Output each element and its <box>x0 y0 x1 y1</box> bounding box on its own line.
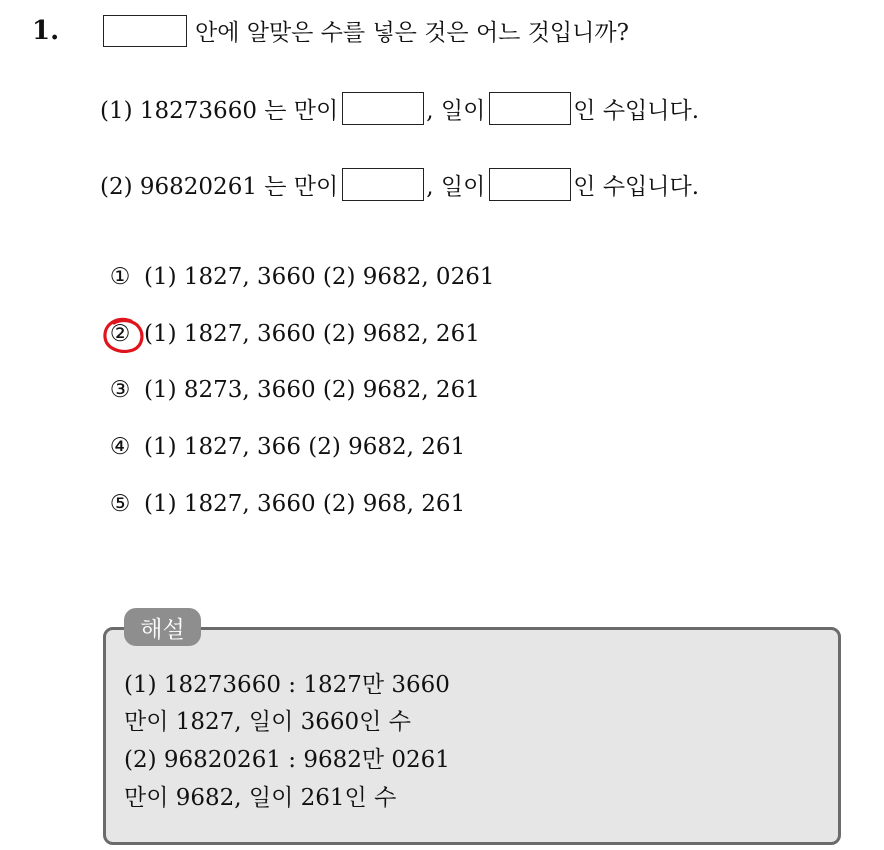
choice-5[interactable] <box>108 491 465 517</box>
choice-2-mark: ② <box>109 321 131 347</box>
question-prompt: 안에 알맞은 수를 넣은 것은 어느 것입니까? <box>195 20 629 46</box>
solution-line-2: 만이 1827, 일이 3660인 수 <box>124 709 411 735</box>
choice-4-text: (1) 1827, 366 (2) 9682, 261 <box>144 434 466 460</box>
question-prompt-line <box>103 14 629 47</box>
subquestion-2-end: 인 수입니다. <box>573 174 700 200</box>
solution-line-1: (1) 18273660 : 1827만 3660 <box>124 672 450 698</box>
subquestion-1-end: 인 수입니다. <box>573 98 700 124</box>
choice-5-text: (1) 1827, 3660 (2) 968, 261 <box>144 491 466 517</box>
choice-3-text: (1) 8273, 3660 (2) 9682, 261 <box>144 377 480 403</box>
solution-line-3: (2) 96820261 : 9682만 0261 <box>124 747 450 773</box>
subquestion-1-blank-il <box>489 92 571 125</box>
subquestion-1 <box>100 92 699 125</box>
subquestion-1-blank-man <box>342 92 424 125</box>
solution-line-4: 만이 9682, 일이 261인 수 <box>124 785 397 811</box>
choice-2-text: (1) 1827, 3660 (2) 9682, 261 <box>144 321 480 347</box>
choice-1-mark: ① <box>109 264 131 290</box>
choice-1-text: (1) 1827, 3660 (2) 9682, 0261 <box>144 264 495 290</box>
choice-3-mark: ③ <box>109 377 131 403</box>
choice-2[interactable] <box>108 321 480 347</box>
solution-panel <box>103 627 841 845</box>
choice-3[interactable] <box>108 377 480 403</box>
solution-tag: 해설 <box>124 608 201 646</box>
subquestion-1-label: (1) 18273660 는 만이 <box>100 98 339 124</box>
choice-1[interactable] <box>108 264 494 290</box>
subquestion-2-blank-man <box>342 168 424 201</box>
subquestion-1-mid: , 일이 <box>426 98 486 124</box>
choice-5-mark: ⑤ <box>109 491 131 517</box>
subquestion-2-mid: , 일이 <box>426 174 486 200</box>
choice-4-mark: ④ <box>109 434 131 460</box>
question-number: 1. <box>32 16 60 46</box>
subquestion-2-label: (2) 96820261 는 만이 <box>100 174 339 200</box>
subquestion-2-blank-il <box>489 168 571 201</box>
subquestion-2 <box>100 168 699 201</box>
answer-blank-box <box>103 15 187 47</box>
choice-4[interactable] <box>108 434 465 460</box>
